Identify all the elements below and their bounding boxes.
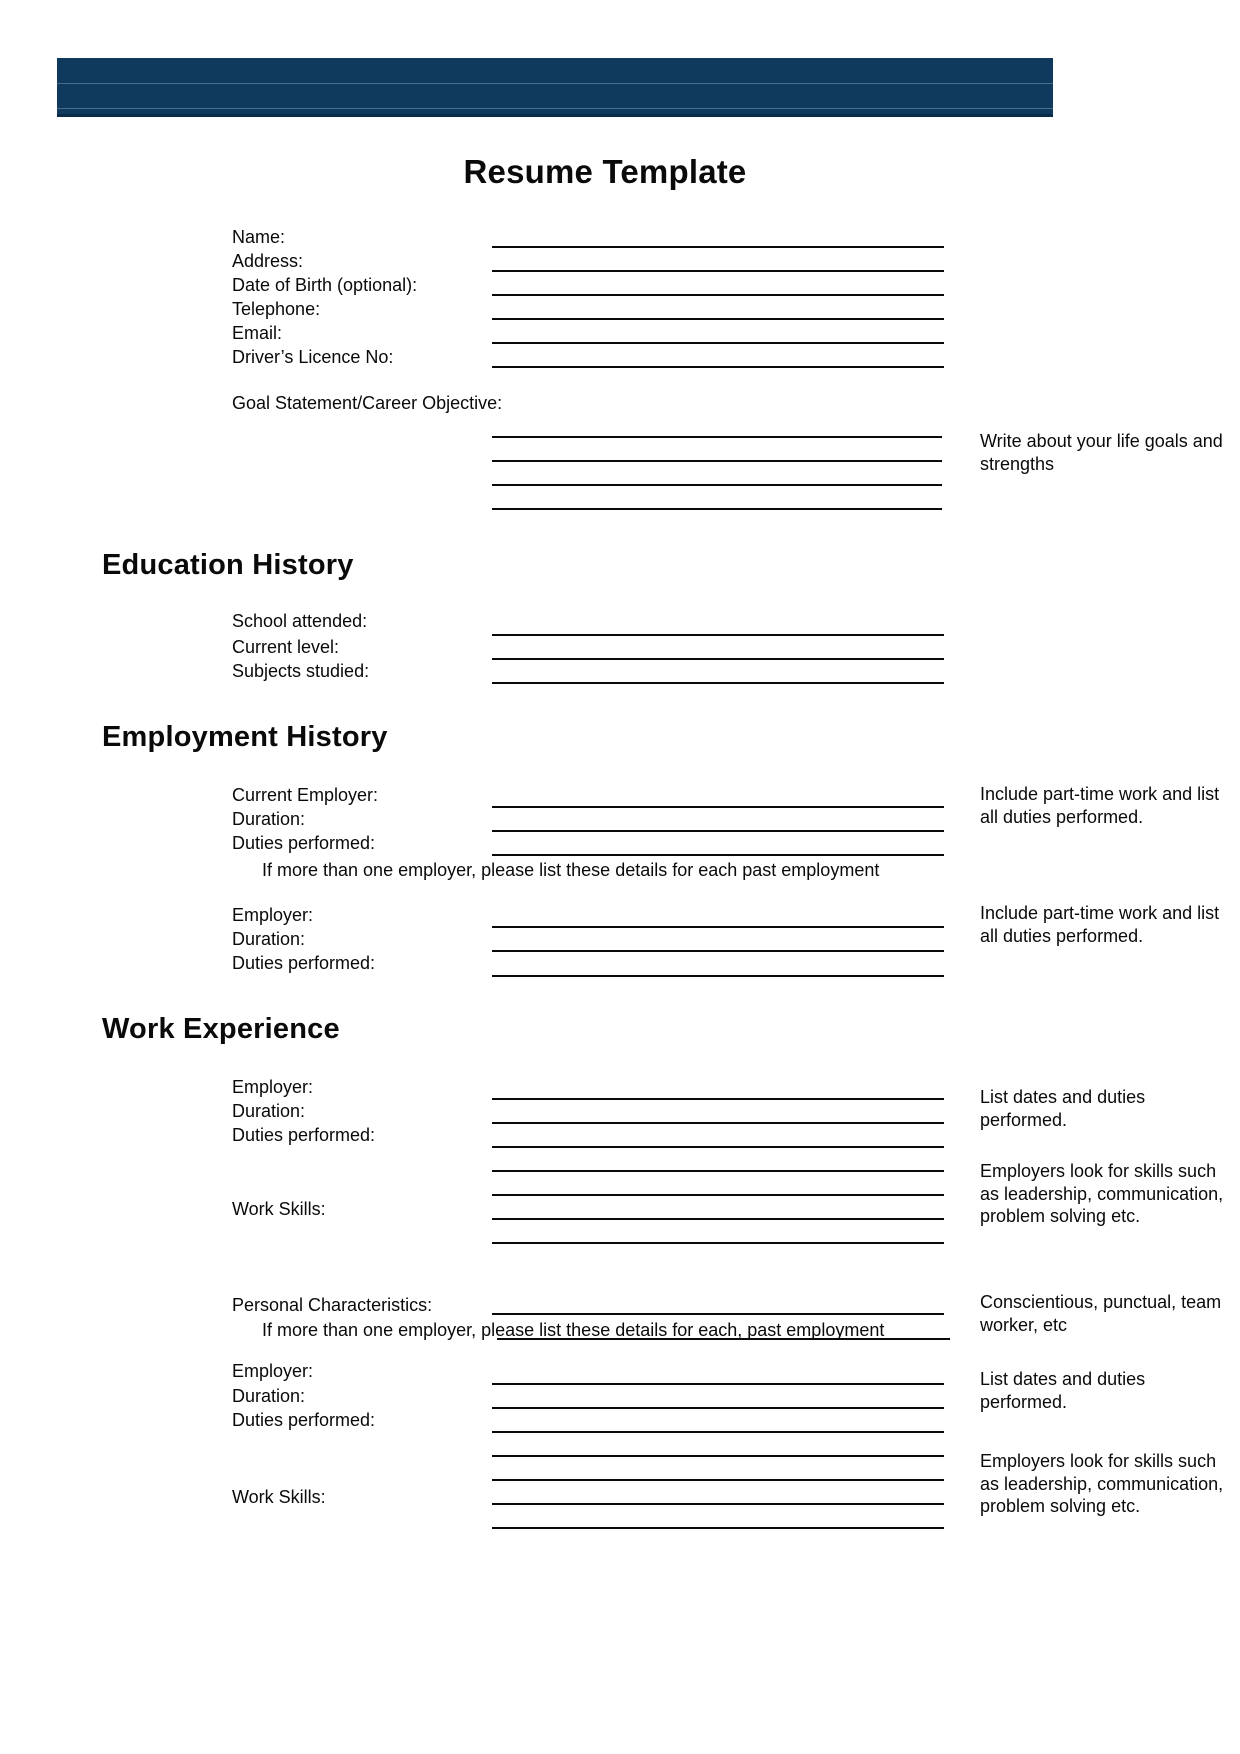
goal-line — [492, 484, 942, 486]
header-bar-divider — [57, 83, 1053, 84]
dates-duties-note: List dates and duties performed. — [980, 1369, 1146, 1412]
school-attended-line — [492, 634, 944, 636]
goal-statement-label: Goal Statement/Career Objective: — [232, 393, 503, 413]
drivers-licence-line — [492, 366, 944, 368]
employer-line — [492, 1098, 944, 1100]
email-line — [492, 342, 944, 344]
duties-performed-label: Duties performed: — [232, 953, 376, 973]
duties-performed-line — [492, 975, 944, 977]
goal-line — [492, 508, 942, 510]
duration-line — [492, 950, 944, 952]
more-employers-note-prefix: If more than one employer, — [262, 1320, 482, 1340]
current-level-line — [492, 658, 944, 660]
extra-line — [492, 1194, 944, 1196]
work-experience-heading: Work Experience — [102, 1013, 340, 1045]
dates-duties-note: List dates and duties performed. — [980, 1087, 1146, 1130]
goal-line — [492, 436, 942, 438]
duration-line — [492, 1407, 944, 1409]
duties-performed-label: Duties performed: — [232, 833, 376, 853]
subjects-studied-label: Subjects studied: — [232, 661, 370, 681]
duties-performed-label: Duties performed: — [232, 1125, 376, 1145]
header-bar — [57, 58, 1053, 117]
personal-characteristics-line — [492, 1313, 944, 1315]
work-skills-label: Work Skills: — [232, 1199, 326, 1219]
current-level-label: Current level: — [232, 637, 340, 657]
duration-line — [492, 830, 944, 832]
more-employers-note: If more than one employer, please list these details for each past employment — [262, 860, 880, 880]
email-label: Email: — [232, 323, 283, 343]
duties-performed-line — [492, 854, 944, 856]
current-employer-label: Current Employer: — [232, 785, 379, 805]
duration-label: Duration: — [232, 809, 306, 829]
extra-line — [492, 1170, 944, 1172]
duration-line — [492, 1122, 944, 1124]
skills-hint-note: Employers look for skills such as leadership, communication, problem solving etc. — [980, 1161, 1224, 1226]
more-employers-note-underlined: please list these details for each, past employment — [481, 1320, 885, 1340]
employment-hint-note: Include part-time work and list all duties performed. — [980, 784, 1220, 827]
duration-label: Duration: — [232, 1386, 306, 1406]
extra-line — [492, 1455, 944, 1457]
employment-history-heading: Employment History — [102, 721, 388, 753]
work-skills-line — [492, 1503, 944, 1505]
name-label: Name: — [232, 227, 286, 247]
telephone-label: Telephone: — [232, 299, 321, 319]
employer-label: Employer: — [232, 1361, 314, 1381]
work-skills-label: Work Skills: — [232, 1487, 326, 1507]
subjects-studied-line — [492, 682, 944, 684]
personal-characteristics-label: Personal Characteristics: — [232, 1295, 433, 1315]
duties-performed-line — [492, 1146, 944, 1148]
education-history-heading: Education History — [102, 549, 354, 581]
date-of-birth-line — [492, 294, 944, 296]
employer-line — [492, 926, 944, 928]
work-skills-line — [492, 1527, 944, 1529]
address-label: Address: — [232, 251, 304, 271]
skills-hint-note: Employers look for skills such as leadership, communication, problem solving etc. — [980, 1451, 1224, 1516]
name-line — [492, 246, 944, 248]
header-bar-divider — [57, 108, 1053, 109]
work-skills-line — [492, 1242, 944, 1244]
drivers-licence-label: Driver’s Licence No: — [232, 347, 394, 367]
date-of-birth-label: Date of Birth (optional): — [232, 275, 418, 295]
duties-performed-label: Duties performed: — [232, 1410, 376, 1430]
employer-line — [492, 1383, 944, 1385]
employment-hint-note: Include part-time work and list all duties performed. — [980, 903, 1220, 946]
duration-label: Duration: — [232, 929, 306, 949]
work-skills-line — [492, 1218, 944, 1220]
current-employer-line — [492, 806, 944, 808]
goal-hint-note: Write about your life goals and strengths — [980, 431, 1223, 474]
duties-performed-line — [492, 1431, 944, 1433]
characteristics-hint-note: Conscientious, punctual, team worker, etc — [980, 1292, 1222, 1335]
extra-line — [492, 1479, 944, 1481]
telephone-line — [492, 318, 944, 320]
employer-label: Employer: — [232, 905, 314, 925]
address-line — [492, 270, 944, 272]
goal-line — [492, 460, 942, 462]
duration-label: Duration: — [232, 1101, 306, 1121]
employer-label: Employer: — [232, 1077, 314, 1097]
page-title: Resume Template — [463, 153, 747, 190]
more-employers-note — [262, 1320, 884, 1341]
school-attended-label: School attended: — [232, 611, 368, 631]
